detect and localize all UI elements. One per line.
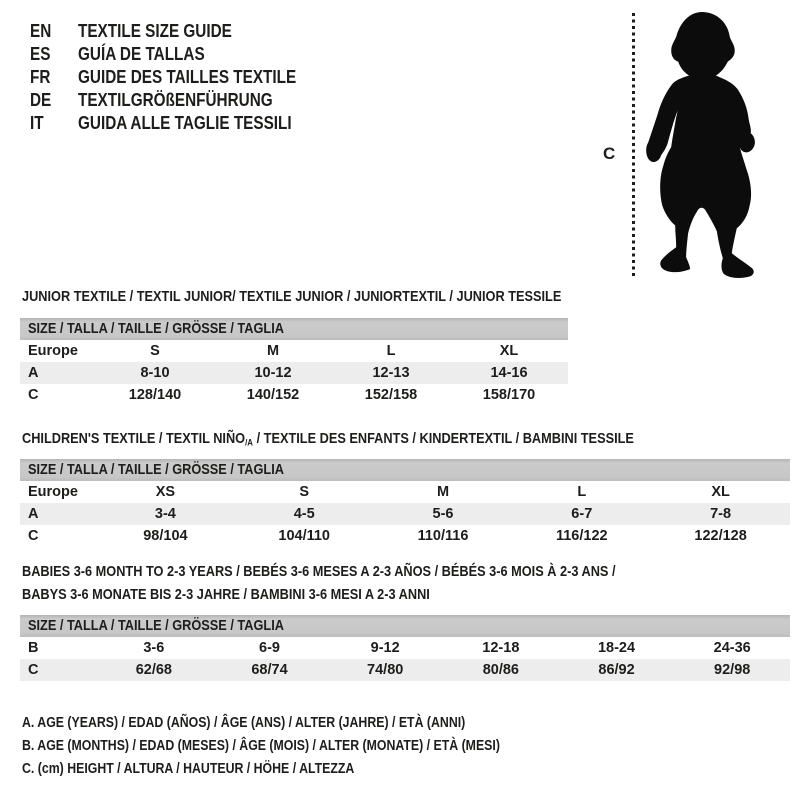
table-row bbox=[20, 525, 790, 547]
table-cell: 68/74 bbox=[251, 662, 288, 678]
table-cell: XL bbox=[711, 484, 730, 500]
footnote-a: A. AGE (YEARS) / EDAD (AÑOS) / ÂGE (ANS) / ALTER (JAHRE) / ETÀ (ANNI) bbox=[22, 715, 466, 731]
table-row bbox=[20, 384, 568, 406]
language-title bbox=[78, 44, 227, 65]
children-size-table bbox=[20, 459, 790, 547]
language-title-list bbox=[30, 20, 335, 135]
table-row bbox=[20, 503, 790, 525]
babies-section-title-line2: BABYS 3-6 MONATE BIS 2-3 JAHRE / BAMBINI 3-6 MESI A 2-3 ANNI bbox=[22, 586, 430, 603]
table-cell: 5-6 bbox=[432, 506, 454, 522]
table-cell: 158/170 bbox=[482, 387, 536, 403]
table-cell: 3-6 bbox=[143, 640, 165, 656]
language-title-text: GUIDA ALLE TAGLIE TESSILI bbox=[78, 113, 292, 133]
table-cell: XL bbox=[499, 343, 519, 359]
size-table-header-text: SIZE / TALLA / TAILLE / GRÖSSE / TAGLIA bbox=[28, 617, 284, 634]
toddler-silhouette-image bbox=[645, 6, 758, 282]
table-cell: 128/140 bbox=[128, 387, 182, 403]
language-title-text: GUÍA DE TALLAS bbox=[78, 44, 205, 64]
table-cell: XS bbox=[155, 484, 176, 500]
language-code bbox=[30, 67, 78, 88]
height-measure-label: C bbox=[603, 144, 616, 163]
row-label: C bbox=[28, 387, 39, 403]
table-cell: S bbox=[299, 484, 310, 500]
children-title-post: / TEXTILE DES ENFANTS / KINDERTEXTIL / BAMBINI TESSILE bbox=[253, 430, 634, 447]
language-row-fr bbox=[30, 66, 335, 89]
table-cell: 122/128 bbox=[694, 528, 747, 544]
table-cell: L bbox=[386, 343, 396, 359]
babies-size-table bbox=[20, 615, 790, 681]
language-code-text: EN bbox=[30, 21, 52, 41]
language-code bbox=[30, 113, 78, 134]
table-cell: 152/158 bbox=[364, 387, 418, 403]
size-table-header bbox=[20, 459, 790, 481]
junior-section-title: JUNIOR TEXTILE / TEXTIL JUNIOR/ TEXTILE JUNIOR / JUNIORTEXTIL / JUNIOR TESSILE bbox=[22, 288, 562, 305]
table-cell: 140/152 bbox=[246, 387, 300, 403]
language-code-text: DE bbox=[30, 90, 52, 110]
table-cell: 4-5 bbox=[293, 506, 315, 522]
table-row bbox=[20, 637, 790, 659]
footnote-c: C. (cm) HEIGHT / ALTURA / HAUTEUR / HÖHE / ALTEZZA bbox=[22, 761, 355, 777]
children-title-subscript: /A bbox=[245, 437, 254, 448]
language-title bbox=[78, 90, 307, 111]
table-cell: M bbox=[266, 343, 280, 359]
row-label: B bbox=[28, 640, 39, 656]
row-label: A bbox=[28, 506, 39, 522]
table-row bbox=[20, 362, 568, 384]
table-cell: 98/104 bbox=[143, 528, 188, 544]
row-label: A bbox=[28, 365, 39, 381]
babies-table-body bbox=[20, 637, 790, 681]
footnote-b: B. AGE (MONTHS) / EDAD (MESES) / ÂGE (MOIS) / ALTER (MONATE) / ETÀ (MESI) bbox=[22, 738, 500, 754]
children-title-pre: CHILDREN'S TEXTILE / TEXTIL NIÑO bbox=[22, 430, 246, 447]
table-cell: 62/68 bbox=[135, 662, 172, 678]
language-row-de bbox=[30, 89, 335, 112]
table-cell: S bbox=[150, 343, 160, 359]
table-cell: 8-10 bbox=[140, 365, 170, 381]
language-code bbox=[30, 90, 78, 111]
babies-section-title-line1: BABIES 3-6 MONTH TO 2-3 YEARS / BEBÉS 3-6 MESES A 2-3 AÑOS / BÉBÉS 3-6 MOIS À 2-3 ANS / bbox=[22, 563, 616, 580]
children-section-title bbox=[22, 431, 634, 451]
language-title bbox=[78, 113, 329, 134]
language-code bbox=[30, 44, 78, 65]
size-table-header-text: SIZE / TALLA / TAILLE / GRÖSSE / TAGLIA bbox=[28, 461, 284, 478]
row-label: C bbox=[28, 662, 39, 678]
size-table-header bbox=[20, 615, 790, 637]
table-cell: 14-16 bbox=[490, 365, 528, 381]
language-title-text: GUIDE DES TAILLES TEXTILE bbox=[78, 67, 297, 87]
language-code-text: ES bbox=[30, 44, 51, 64]
table-cell: 86/92 bbox=[598, 662, 635, 678]
size-table-header bbox=[20, 318, 568, 340]
table-cell: 9-12 bbox=[370, 640, 400, 656]
junior-size-table bbox=[20, 318, 568, 406]
table-cell: 6-9 bbox=[259, 640, 280, 656]
table-cell: 92/98 bbox=[714, 662, 751, 678]
language-title-text: TEXTILGRÖßENFÜHRUNG bbox=[78, 90, 273, 110]
height-measure-dashed-line bbox=[632, 13, 635, 277]
table-cell: M bbox=[436, 484, 450, 500]
row-label: Europe bbox=[28, 484, 78, 500]
table-cell: 3-4 bbox=[154, 506, 176, 522]
table-cell: 80/86 bbox=[482, 662, 519, 678]
row-label: C bbox=[28, 528, 39, 544]
table-row bbox=[20, 659, 790, 681]
table-row bbox=[20, 340, 568, 362]
language-row-en bbox=[30, 20, 335, 43]
table-cell: 104/110 bbox=[278, 528, 330, 544]
language-title bbox=[78, 21, 259, 42]
table-cell: L bbox=[577, 484, 587, 500]
table-row bbox=[20, 481, 790, 503]
table-cell: 12-18 bbox=[482, 640, 520, 656]
language-code-text: IT bbox=[30, 113, 44, 133]
table-cell: 7-8 bbox=[710, 506, 732, 522]
row-label: Europe bbox=[28, 343, 78, 359]
table-cell: 18-24 bbox=[597, 640, 636, 656]
children-table-body bbox=[20, 481, 790, 547]
language-row-it bbox=[30, 112, 335, 135]
junior-table-body bbox=[20, 340, 568, 406]
language-title-text: TEXTILE SIZE GUIDE bbox=[78, 21, 232, 41]
table-cell: 10-12 bbox=[254, 365, 292, 381]
size-table-header-text: SIZE / TALLA / TAILLE / GRÖSSE / TAGLIA bbox=[28, 320, 284, 337]
table-cell: 74/80 bbox=[367, 662, 404, 678]
table-cell: 116/122 bbox=[555, 528, 608, 544]
language-code bbox=[30, 21, 78, 42]
table-cell: 24-36 bbox=[713, 640, 751, 656]
table-cell: 12-13 bbox=[372, 365, 410, 381]
table-cell: 110/116 bbox=[417, 528, 469, 544]
language-row-es bbox=[30, 43, 335, 66]
table-cell: 6-7 bbox=[571, 506, 593, 522]
language-title bbox=[78, 67, 335, 88]
language-code-text: FR bbox=[30, 67, 51, 87]
